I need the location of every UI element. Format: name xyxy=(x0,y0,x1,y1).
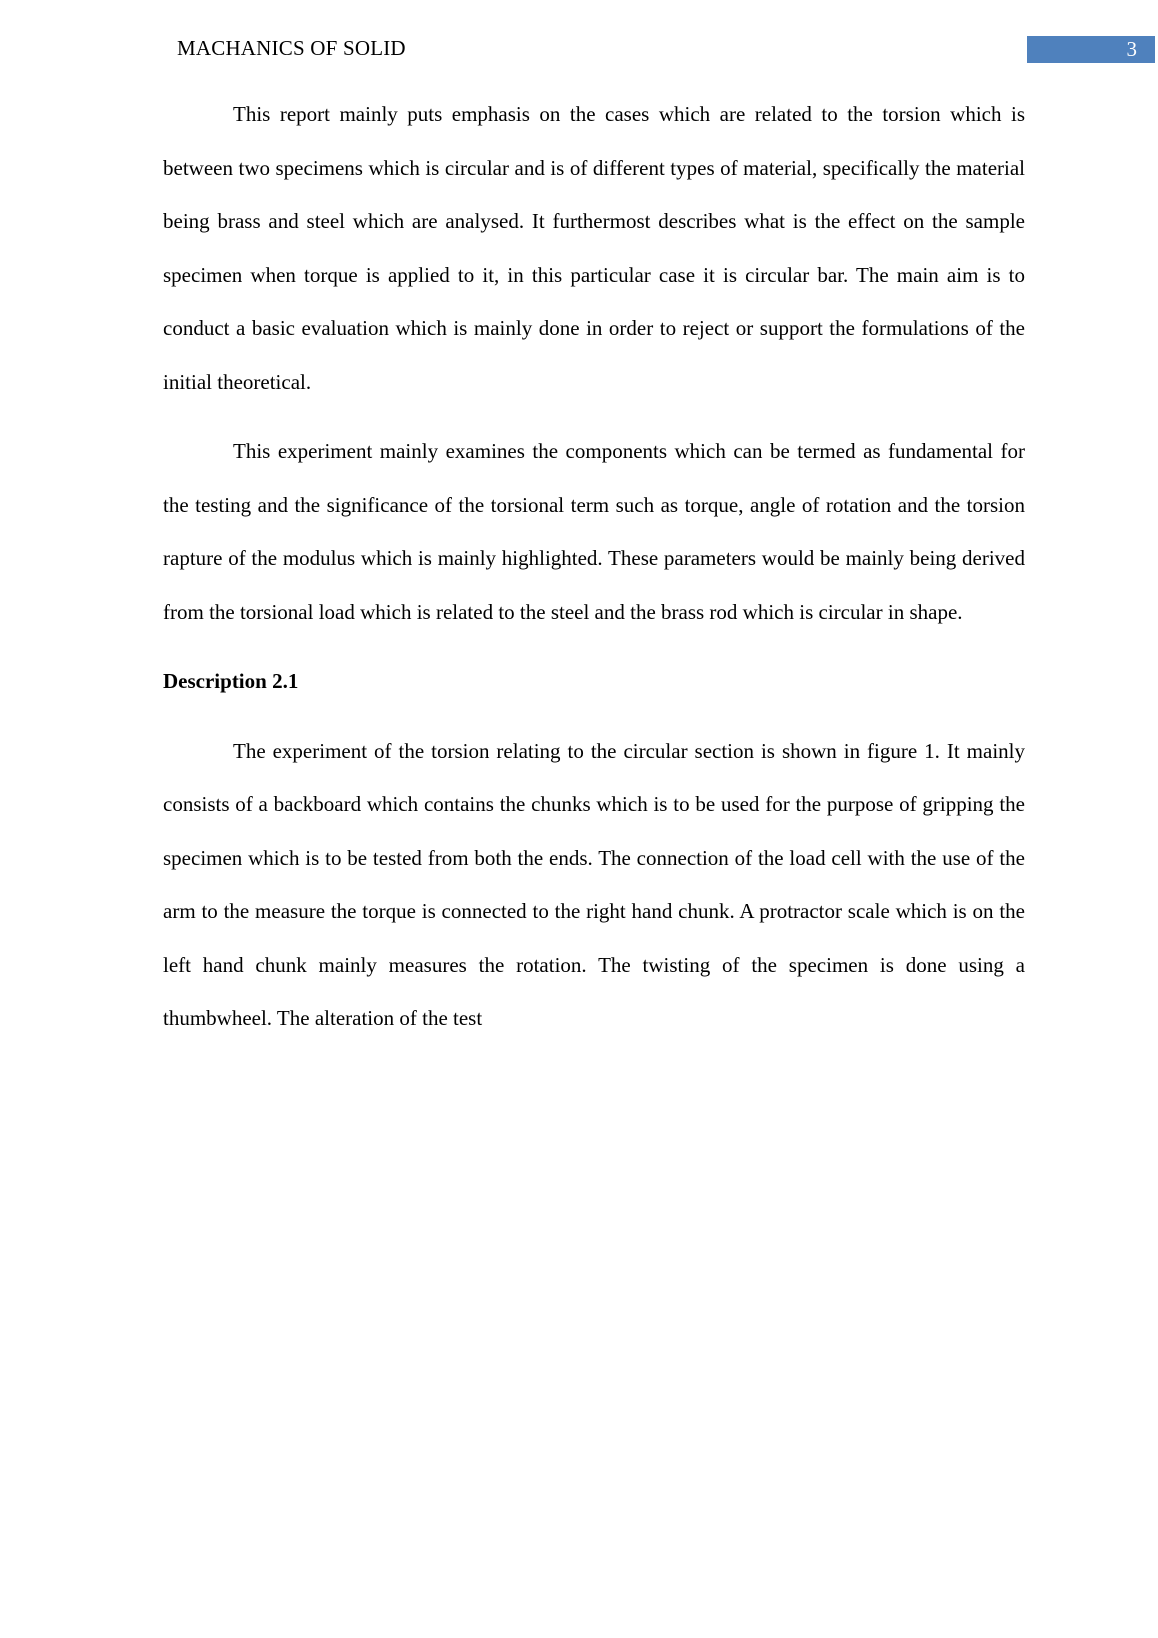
running-head-title: MACHANICS OF SOLID xyxy=(177,36,406,60)
page-number-badge: 3 xyxy=(1027,36,1155,63)
body-paragraph-1: This report mainly puts emphasis on the cases which are related to the torsion which is between two specimens which is circular and is of different types of material, specifically the material being brass and steel which are analysed. It furthermost describes what is the effect on the sample specimen when torque is applied to it, in this particular case it is circular bar. The main aim is to conduct a basic evaluation which is mainly done in order to reject or support the formulations of the initial theoretical. xyxy=(163,102,1025,394)
section-heading: Description 2.1 xyxy=(163,669,299,693)
body-paragraph-2: This experiment mainly examines the components which can be termed as fundamental for the testing and the significance of the torsional term such as torque, angle of rotation and the torsion rapture of the modulus which is mainly highlighted. These parameters would be mainly being derived from the torsional load which is related to the steel and the brass rod which is circular in shape. xyxy=(163,439,1025,624)
document-body xyxy=(163,88,1025,1062)
section-paragraph-1: The experiment of the torsion relating to the circular section is shown in figure 1. It mainly consists of a backboard which contains the chunks which is to be used for the purpose of gripping the specimen which is to be tested from both the ends. The connection of the load cell with the use of the arm to the measure the torque is connected to the right hand chunk. A protractor scale which is on the left hand chunk mainly measures the rotation. The twisting of the specimen is done using a thumbwheel. The alteration of the test xyxy=(163,738,1025,1030)
